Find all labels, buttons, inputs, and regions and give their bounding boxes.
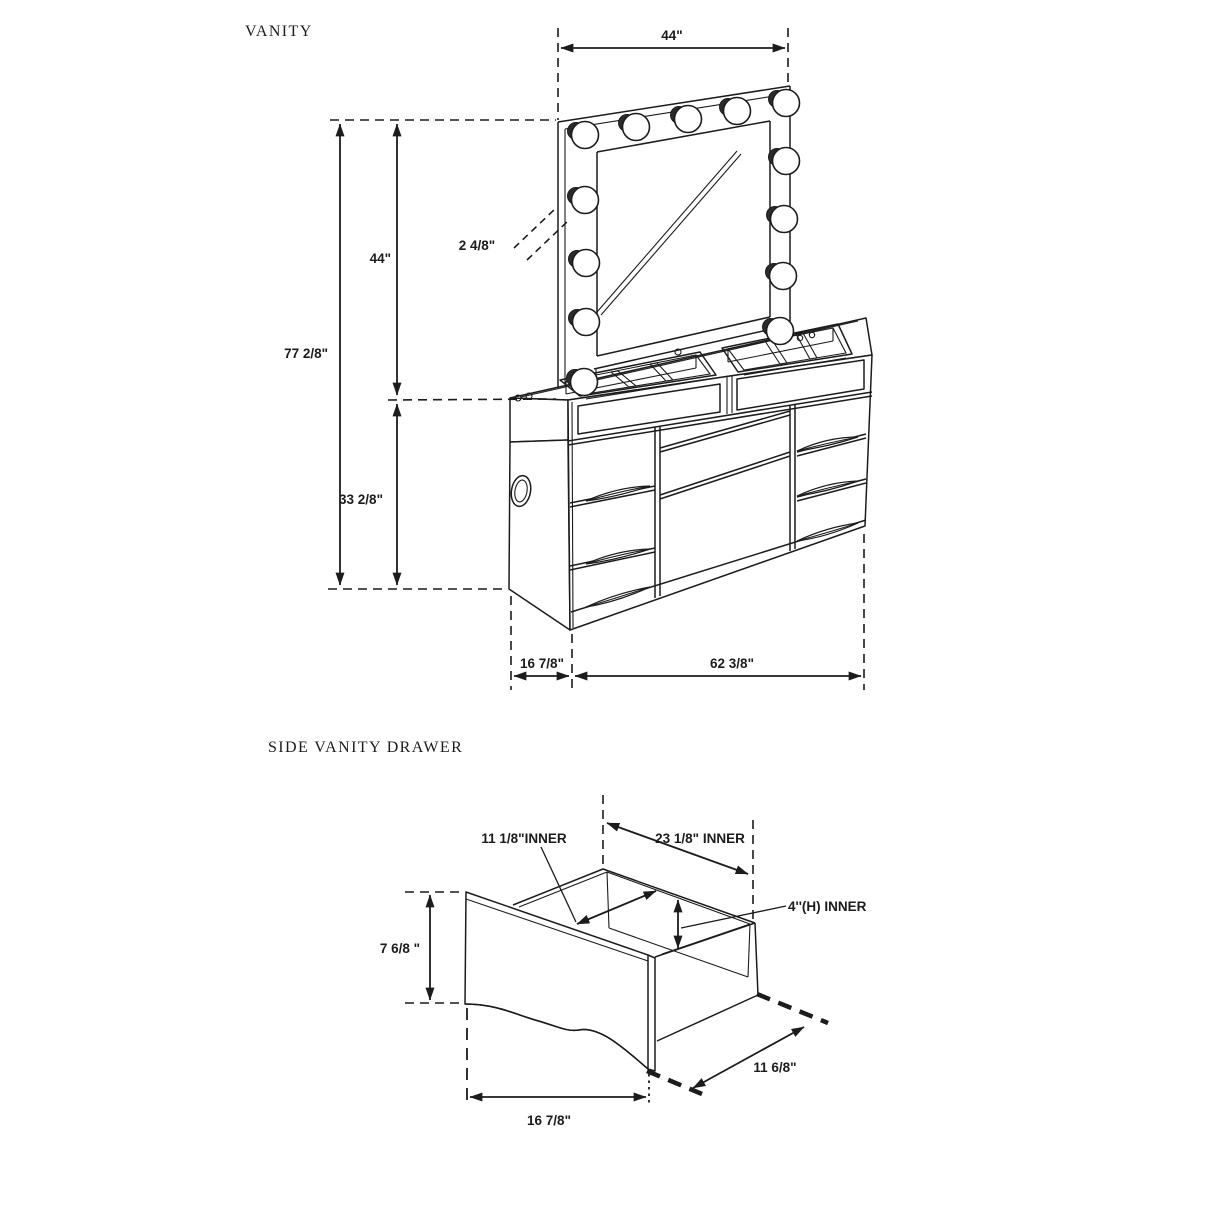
front-height-label: 7 6/8 " (379, 941, 421, 956)
cabinet-depth-label: 16 7/8" (520, 656, 564, 671)
light-bulb-icon (769, 148, 800, 175)
dim-mirror-width (558, 28, 788, 120)
light-bulb-icon (568, 122, 599, 149)
dim-mirror-height (330, 120, 556, 400)
dim-frame-thickness (459, 208, 569, 260)
cabinet-height-label: 33 2/8" (339, 492, 383, 507)
dresser-top-left-face (510, 398, 568, 442)
figure-side-drawer (268, 739, 867, 1128)
dim-cabinet-height (339, 404, 397, 585)
total-height-label: 77 2/8" (284, 346, 328, 361)
inner-height-label: 4''(H) INNER (788, 899, 867, 914)
dresser-left-panel (509, 440, 570, 630)
light-bulb-icon (769, 90, 800, 117)
light-bulb-icon (720, 98, 751, 125)
figure-vanity (245, 23, 872, 690)
mirror-reflection-mark (597, 151, 741, 315)
dim-total-height (284, 124, 508, 589)
front-width-label: 16 7/8" (527, 1113, 571, 1128)
figure-side-drawer-title: SIDE VANITY DRAWER (268, 739, 464, 756)
light-bulb-icon (767, 206, 798, 233)
figure-vanity-title: VANITY (245, 23, 313, 40)
frame-thickness-label: 2 4/8" (458, 238, 496, 253)
vanity-dresser (509, 318, 872, 630)
cabinet-width-label: 62 3/8" (710, 656, 754, 671)
inner-length-label: 23 1/8" INNER (655, 831, 745, 846)
mirror-width-label: 44" (661, 28, 683, 43)
side-depth-label: 11 6/8" (753, 1060, 797, 1075)
mirror-height-label: 44" (369, 251, 391, 266)
inner-width-label: 11 1/8"INNER (481, 831, 567, 846)
dim-front-height (380, 892, 464, 1003)
dim-side-depth (647, 994, 828, 1094)
drawer-front-panel (465, 892, 655, 1071)
light-bulb-icon (671, 106, 702, 133)
light-bulb-icon (619, 114, 650, 141)
light-bulb-icon (569, 250, 600, 277)
light-bulb-icon (568, 187, 599, 214)
light-bulb-icon (569, 309, 600, 336)
